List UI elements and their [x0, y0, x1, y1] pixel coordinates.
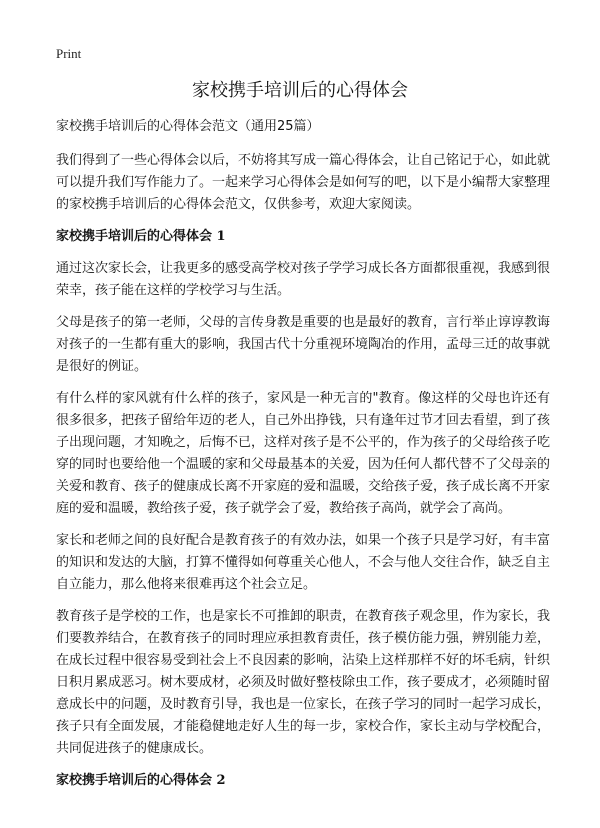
section-1-paragraph-5: 教育孩子是学校的工作，也是家长不可推卸的职责，在教育孩子观念里，作为家长，我们要教养结合，在教育孩子的同时理应承担教育责任，孩子模仿能力强，辨别能力差，在成长过程中很容易受到社会上不良因素的影响，沾染上这样那样不好的坏毛病，针织日积月累成恶习。树木要成材，必须及时做好整枝除虫工作，孩子要成才，必须随时留意成长中的问题，及时教育引导，我也是一位家长，在孩子学习的同时一起学习成长，孩子只有全面发展，才能稳健地走好人生的每一步，家校合作，家长主动与学校配合，共同促进孩子的健康成长。 — [56, 609, 551, 756]
document-body — [56, 118, 550, 802]
intro-paragraph: 我们得到了一些心得体会以后，不妨将其写成一篇心得体会，让自己铭记于心，如此就可以提升我们写作能力了。一起来学习心得体会是如何写的吧，以下是小编帮大家整理的家校携手培训后的心得体会范文，仅供参考，欢迎大家阅读。 — [56, 153, 551, 212]
section-heading-1: 家校携手培训后的心得体会 1 — [56, 229, 226, 244]
section-1-paragraph-2: 父母是孩子的第一老师，父母的言传身教是重要的也是最好的教育，言行举止谆谆教诲对孩子的一生都有重大的影响，我国古代十分重视环境陶冶的作用，孟母三迁的故事就是很好的例证。 — [56, 315, 551, 374]
print-link[interactable]: Print — [56, 46, 82, 61]
section-1-paragraph-1: 通过这次家长会，让我更多的感受高学校对孩子学学习成长各方面都很重视，我感到很荣幸，孩子能在这样的学校学习与生活。 — [56, 261, 551, 298]
section-heading-2: 家校携手培训后的心得体会 2 — [56, 773, 226, 788]
section-1-paragraph-4: 家长和老师之间的良好配合是教育孩子的有效办法，如果一个孩子只是学习好，有丰富的知识和发达的大脑，打算不懂得如何尊重关心他人，不会与他人交往合作，缺乏自主自立能力，那么他将来很难再这个社会立足。 — [56, 533, 551, 592]
section-1-paragraph-3: 有什么样的家风就有什么样的孩子，家风是一种无言的"教育。像这样的父母也许还有很多很多，把孩子留给年迈的老人，自己外出挣钱，只有逢年过节才回去看望，到了孩子出现问题，才知晚之，后悔不已，这样对孩子是不公平的，作为孩子的父母给孩子吃穿的同时也要给他一个温暖的家和父母最基本的关爱，因为任何人都代替不了父母亲的关爱和教育、孩子的健康成长离不开家庭的爱和温暖，交给孩子爱，孩子成长离不开家庭的爱和温暖，教给孩子爱，孩子就学会了爱，教给孩子高尚，就学会了高尚。 — [56, 391, 551, 516]
document-subtitle: 家校携手培训后的心得体会范文（通用25篇） — [56, 119, 320, 134]
page-title: 家校携手培训后的心得体会 — [192, 80, 408, 101]
